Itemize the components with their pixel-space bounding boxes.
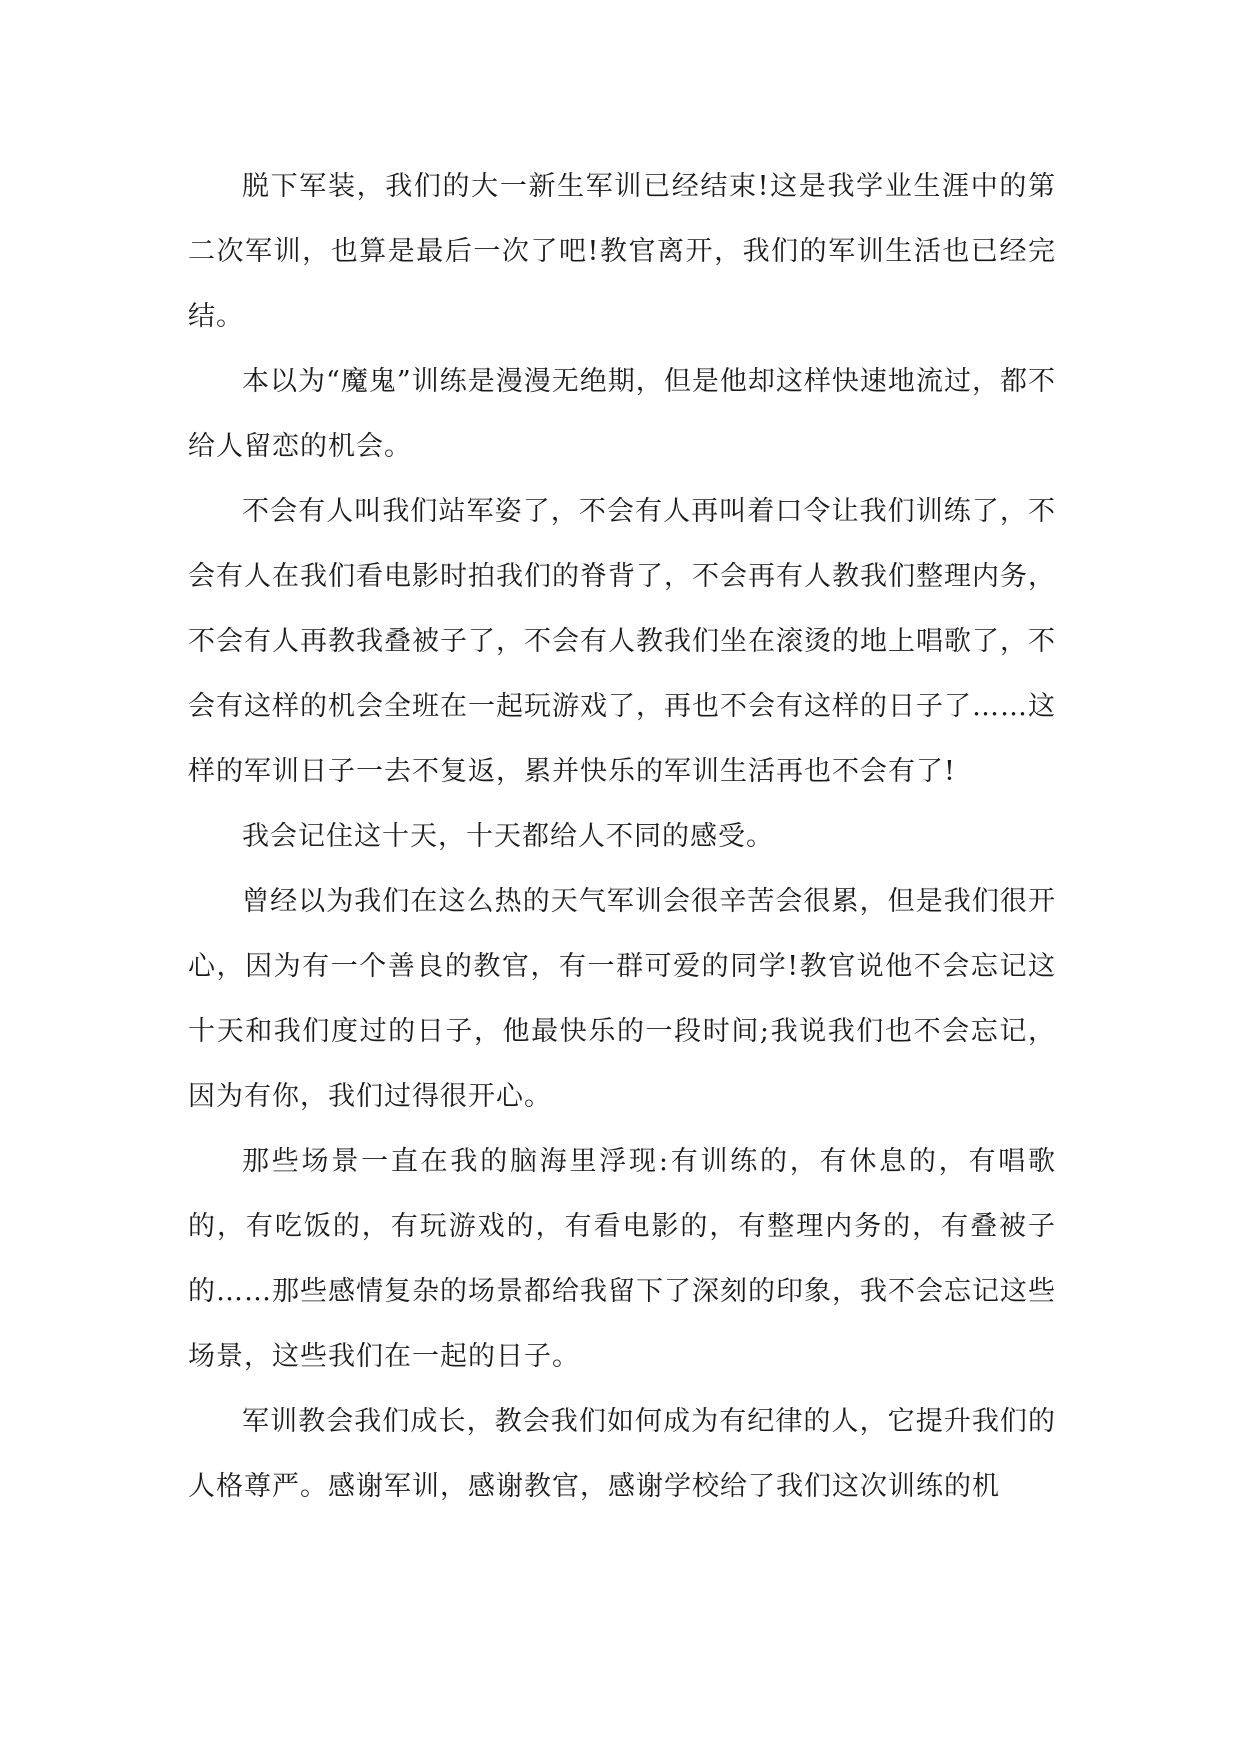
paragraph-3: 不会有人叫我们站军姿了，不会有人再叫着口令让我们训练了，不会有人在我们看电影时拍我们的脊背了，不会再有人教我们整理内务，不会有人再教我叠被子了，不会有人教我们坐在滚烫的地上唱歌了，不会有这样的机会全班在一起玩游戏了，再也不会有这样的日子了……这样的军训日子一去不复返，累并快乐的军训生活再也不会有了!: [188, 496, 1056, 787]
document-body: [188, 154, 1056, 1519]
paragraph-6: 那些场景一直在我的脑海里浮现:有训练的，有休息的，有唱歌的，有吃饭的，有玩游戏的，有看电影的，有整理内务的，有叠被子的……那些感情复杂的场景都给我留下了深刻的印象，我不会忘记这些场景，这些我们在一起的日子。: [188, 1146, 1056, 1372]
paragraph-4: 我会记住这十天，十天都给人不同的感受。: [242, 821, 774, 852]
paragraph-5: 曾经以为我们在这么热的天气军训会很辛苦会很累，但是我们很开心，因为有一个善良的教官，有一群可爱的同学!教官说他不会忘记这十天和我们度过的日子，他最快乐的一段时间;我说我们也不会忘记，因为有你，我们过得很开心。: [188, 886, 1056, 1112]
paragraph-1: 脱下军装，我们的大一新生军训已经结束!这是我学业生涯中的第二次军训，也算是最后一次了吧!教官离开，我们的军训生活也已经完结。: [188, 171, 1056, 332]
paragraph-2: 本以为“魔鬼”训练是漫漫无绝期，但是他却这样快速地流过，都不给人留恋的机会。: [188, 366, 1056, 462]
paragraph-7: 军训教会我们成长，教会我们如何成为有纪律的人，它提升我们的人格尊严。感谢军训，感谢教官，感谢学校给了我们这次训练的机: [188, 1406, 1056, 1502]
